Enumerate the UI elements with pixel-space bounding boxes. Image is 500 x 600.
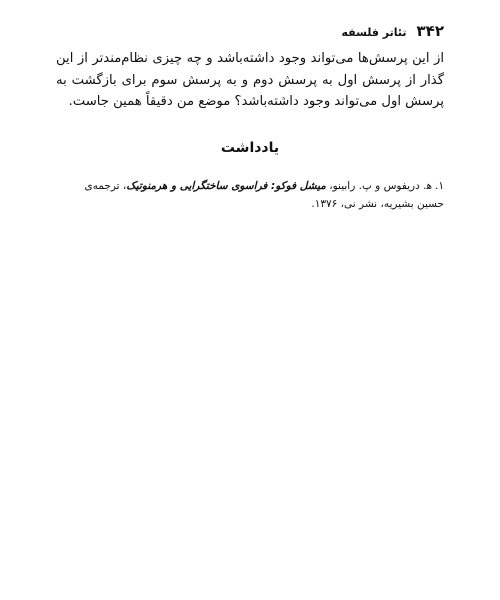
body-paragraph: از این پرسش‌ها می‌تواند وجود داشته‌باشد و چه چیزی نظام‌مندتر از این گذار از پرسش اول به پرسش دوم و به پرسش سوم برای بازگشت به پرسش اول می‌تواند وجود داشته‌باشد؟ موضع من دقیقاً همین جاست.	[56, 51, 444, 109]
running-title: تئاتر فلسفه	[341, 26, 407, 39]
footnote-publication-details: ، ترجمه‌ی حسین بشیریه، نشر نی، ۱۳۷۶.	[84, 180, 444, 210]
notes-heading: یادداشت	[220, 140, 280, 156]
footnote-book-title: میشل فوکو: فراسوی ساختگرایی و هرمنوتیک	[126, 180, 326, 192]
footnote-authors: ﻫ. دریفوس و پ. رابینو،	[325, 180, 433, 192]
footnote-item	[56, 177, 444, 213]
body-text	[56, 48, 444, 113]
page-number: ۳۴۲	[416, 22, 444, 40]
footnote-number: ۱.	[435, 180, 444, 192]
page-header	[342, 22, 445, 40]
